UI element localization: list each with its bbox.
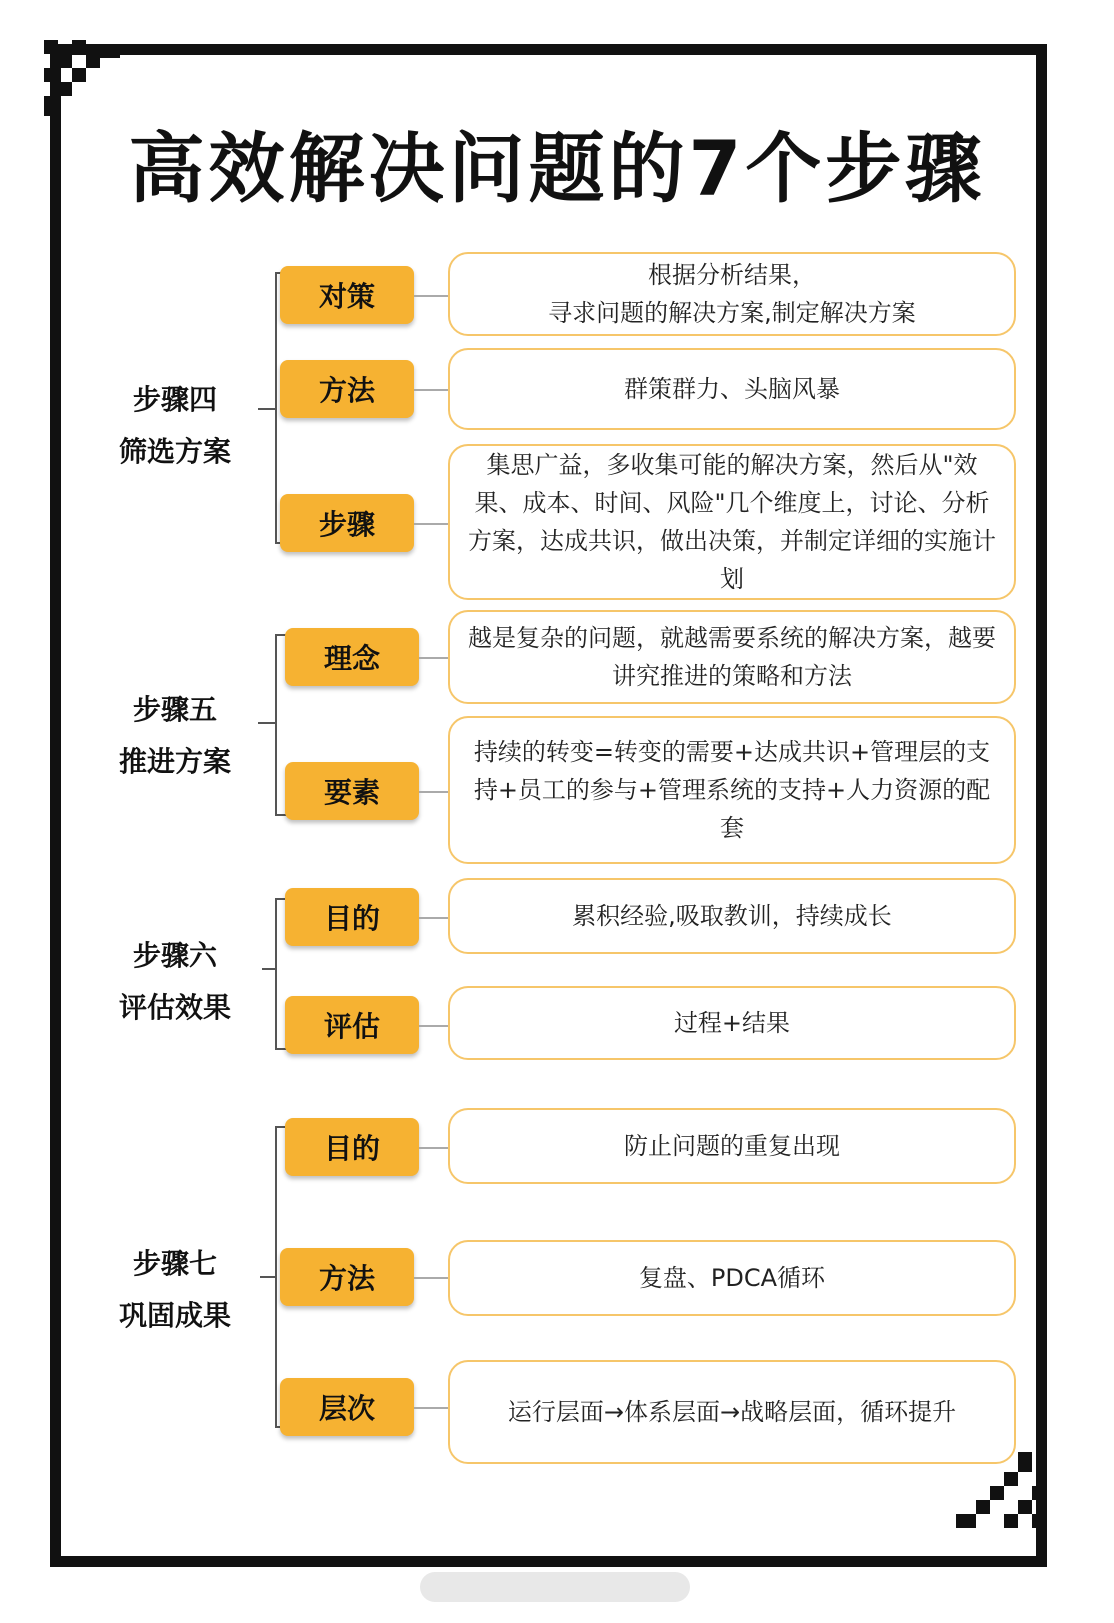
bracket-tick [258, 408, 275, 410]
tag-pill: 理念 [285, 628, 419, 686]
connector-line [419, 1025, 448, 1027]
description-text: 越是复杂的问题，就越需要系统的解决方案，越要讲究推进的策略和方法 [468, 624, 996, 690]
description-box [448, 878, 1016, 954]
tag-pill: 对策 [280, 266, 414, 324]
step-name: 步骤四 [132, 383, 217, 416]
description-box [448, 252, 1016, 336]
description-box [448, 610, 1016, 704]
tag-pill: 步骤 [280, 494, 414, 552]
bracket-tick [258, 722, 275, 724]
step-name: 步骤七 [132, 1247, 217, 1280]
connector-line [414, 389, 448, 391]
page-title: 高效解决问题的7个步骤 [128, 124, 986, 213]
step-subtitle: 筛选方案 [118, 435, 231, 468]
step-name: 步骤六 [132, 939, 217, 972]
description-box [448, 986, 1016, 1060]
description-box [448, 348, 1016, 430]
description-text: 过程+结果 [673, 1009, 791, 1037]
description-text: 复盘、PDCA循环 [638, 1264, 826, 1292]
description-text: 运行层面→体系层面→战略层面，循环提升 [507, 1398, 957, 1426]
description-text: 集思广益，多收集可能的解决方案，然后从"效果、成本、时间、风险"几个维度上，讨论、分析方案，达成共识，做出决策，并制定详细的实施计划 [468, 451, 996, 593]
description-text: 累积经验,吸取教训，持续成长 [572, 902, 892, 930]
connector-line [414, 523, 448, 525]
description-box [448, 1108, 1016, 1184]
description-text: 防止问题的重复出现 [624, 1132, 840, 1160]
tag-pill: 方法 [280, 1248, 414, 1306]
tag-pill: 要素 [285, 762, 419, 820]
step-subtitle: 推进方案 [118, 745, 231, 778]
step-subtitle: 评估效果 [118, 991, 231, 1024]
watermark-bar [420, 1572, 690, 1602]
description-box [448, 1240, 1016, 1316]
connector-line [419, 791, 448, 793]
description-box [448, 1360, 1016, 1464]
step-subtitle: 巩固成果 [118, 1299, 231, 1332]
connector-line [414, 1407, 448, 1409]
connector-line [419, 1147, 448, 1149]
connector-line [414, 295, 448, 297]
step-name: 步骤五 [132, 693, 217, 726]
tag-pill: 评估 [285, 996, 419, 1054]
description-text: 群策群力、头脑风暴 [624, 375, 840, 403]
connector-line [419, 657, 448, 659]
description-text: 持续的转变=转变的需要+达成共识+管理层的支持+员工的参与+管理系统的支持+人力资源的配套 [473, 738, 991, 842]
tag-pill: 方法 [280, 360, 414, 418]
tag-pill: 层次 [280, 1378, 414, 1436]
description-text: 根据分析结果， 寻求问题的解决方案,制定解决方案 [548, 261, 916, 327]
connector-line [419, 917, 448, 919]
tag-pill: 目的 [285, 888, 419, 946]
bracket-tick [260, 1276, 275, 1278]
description-box [448, 444, 1016, 600]
bracket-tick [262, 968, 275, 970]
tag-pill: 目的 [285, 1118, 419, 1176]
description-box [448, 716, 1016, 864]
connector-line [414, 1277, 448, 1279]
